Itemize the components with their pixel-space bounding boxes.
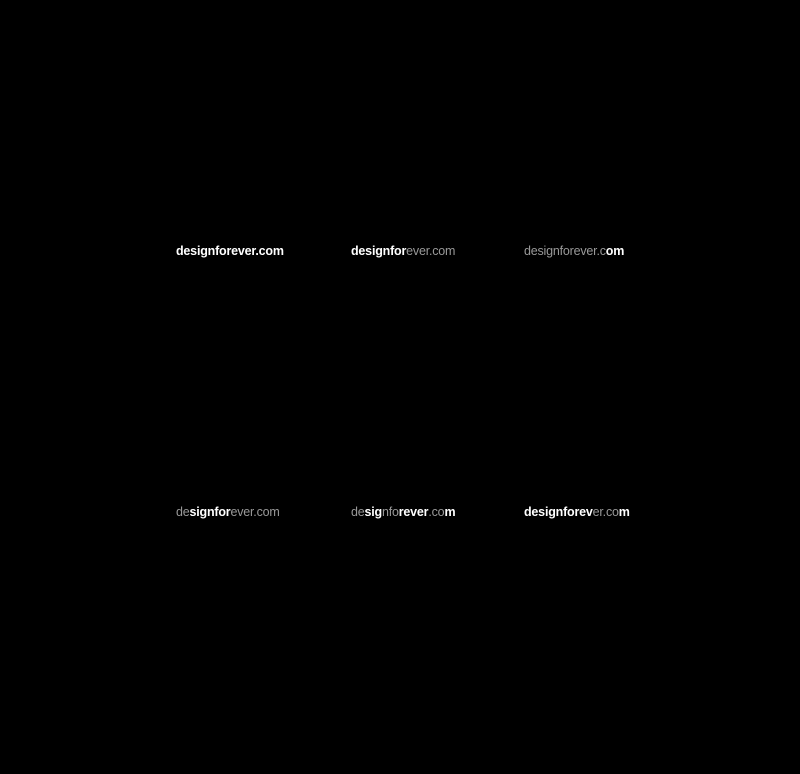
- watermark-segment: signfor: [189, 505, 231, 519]
- watermark-segment: om: [605, 244, 625, 258]
- watermark-segment: m: [618, 505, 630, 519]
- watermark-text: [351, 506, 455, 519]
- watermark-segment: ever.com: [406, 244, 456, 258]
- watermark-segment: designforever.c: [524, 244, 606, 258]
- watermark-segment: er.co: [592, 505, 619, 519]
- watermark-text: [176, 245, 284, 258]
- watermark-segment: de: [351, 505, 365, 519]
- watermark-segment: ever.com: [230, 505, 280, 519]
- watermark-segment: sig: [364, 505, 382, 519]
- watermark-text: [176, 506, 280, 519]
- watermark-segment: nfo: [381, 505, 399, 519]
- watermark-text: [524, 245, 624, 258]
- watermark-text: [524, 506, 630, 519]
- watermark-segment: de: [176, 505, 190, 519]
- watermark-segment: rever: [398, 505, 429, 519]
- watermark-segment: .co: [428, 505, 445, 519]
- watermark-segment: designforev: [524, 505, 593, 519]
- watermark-text: [351, 245, 455, 258]
- watermark-segment: m: [444, 505, 456, 519]
- watermark-segment: designforever.com: [176, 244, 284, 258]
- watermark-segment: designfor: [351, 244, 407, 258]
